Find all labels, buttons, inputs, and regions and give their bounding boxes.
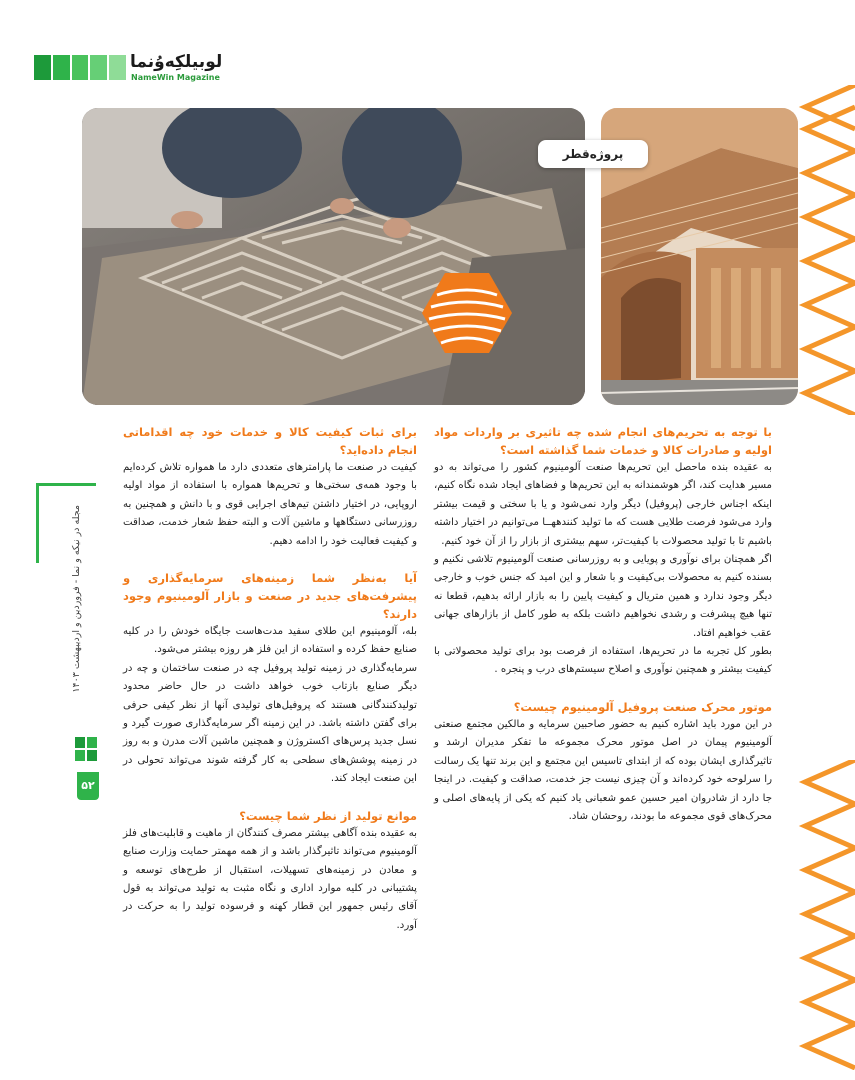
answer-paragraph: کیفیت در صنعت ما پارامترهای متعددی دارد ما همواره تلاش کرده‌ایم با وجود همه‌ی سختی‌ها و تحریم‌ها همواره با استفاده از مواد اولیه اروپایی، در اختیار داشتن تیم‌های اجرایی قوی و با دانش و همچنین به روزرسانی دستگاهها و ماشین آلات و البته حفظ شعار خدمت، صداقت و کیفیت فعالیت خود را ادامه دهیم. xyxy=(123,462,417,547)
side-green-rule xyxy=(36,483,96,486)
header-bar xyxy=(53,55,70,80)
question-heading: برای ثبات کیفیت کالا و خدمات خود چه اقداماتی انجام داده‌اید؟ xyxy=(123,425,417,457)
header-bar xyxy=(34,55,51,80)
article-column-left xyxy=(123,423,417,935)
header-bar xyxy=(109,55,126,80)
answer-paragraph: بطور کل تجربه ما در تحریم‌ها، استفاده از فرصت بود برای تولید محصولاتی با کیفیت بیشتر و همچنین نوآوری و اصلاح سیستم‌های درب و پنجره . xyxy=(434,646,772,676)
side-green-rule xyxy=(36,483,39,563)
magazine-issue-text: مجله در نیکه و نما - فروردین و اردیبهشت ۱۴۰۳ xyxy=(71,505,82,693)
answer-paragraph: به عقیده بنده آگاهی بیشتر مصرف کنندگان از ماهیت و قابلیت‌های فلز آلومینیوم می‌تواند تاثیرگذار باشد و از همه مهمتر حمایت وزارت صنایع و معادن در زمینه‌های تسهیلات، استقبال از طرح‌های توسعه و پشتیبانی در کلیه موارد اداری و نگاه مثبت به تولید می‌تواند به قول آقای رئیس جمهور این قطار کهنه و فرسوده تولید را به حرکت در آورد. xyxy=(123,827,417,931)
question-heading: موانع تولید از نظر شما چیست؟ xyxy=(239,808,417,823)
magazine-logo-subtitle: NameWin Magazine xyxy=(131,73,220,82)
question-heading: با توجه به تحریم‌های انجام شده چه تاثیری بر واردات مواد اولیه و صادرات کالا و خدمات شما گذاشته است؟ xyxy=(434,425,772,457)
question-heading: موتور محرک صنعت پروفیل آلومینیوم چیست؟ xyxy=(513,699,772,714)
photo-caption: پروژه‌قطر xyxy=(538,140,648,168)
header-bar xyxy=(72,55,89,80)
answer-paragraph: در این مورد باید اشاره کنیم به حضور صاحبین سرمایه و مالکین مجتمع صنعتی آلومینیوم پیمان در اصل موتور محرک مجموعه ما تفکر مدیران ارشد و تاثیرگذاری ایشان بوده که از ابتدای تاسیس این مجتمع و این برند تنها یک رسالت را سرلوحه خود کرده‌اند و آن چیزی نیست جز خدمت، صداقت و کیفیت. در اینجا جا دارد از شادروان امیر حسین عمو شعبانی یاد کنیم که یکی از پایه‌های اصلی و محرک‌های قوی مجموعه ما بودند، روحشان شاد. xyxy=(434,718,772,822)
header-color-bars xyxy=(34,55,126,80)
photo-workers-panel xyxy=(82,108,585,405)
question-heading: آیا به‌نظر شما زمینه‌های سرمایه‌گذاری و پیشرفت‌های جدید در صنعت و بازار آلومینیوم وجود دارند؟ xyxy=(123,571,417,622)
answer-paragraph: سرمایه‌گذاری در زمینه تولید پروفیل چه در صنعت ساختمان و چه در دیگر صنایع بازتاب خوب خواهد داشت در حال حاضر محدود تولیدکنندگانی هستند که پروفیل‌های تولیدی آنها از نظر کیفی حرفی برای گفتن داشته باشد. در این زمینه اگر سرمایه‌گذاری صورت گیرد و نسل جدید پرس‌های اکستروژن و همچنین ماشین آلات مدرن و به روز در زمینه پوشش‌های سطحی به کار گرفته شوند می‌تواند تحولی در این صنعت ایجاد کند. xyxy=(123,662,417,785)
orange-stripes-decoration xyxy=(785,760,855,1070)
answer-paragraph: بله، آلومینیوم این طلای سفید مدت‌ها‌ست جایگاه خودش را در کلیه صنایع حفظ کرده و استفاده از این فلز هر روزه بیشتر می‌شود. xyxy=(123,626,417,656)
panel-illustration xyxy=(82,108,585,405)
answer-paragraph: به عقیده بنده ماحصل این تحریم‌ها صنعت آلومینیوم کشور را می‌تواند به دو مسیر هدایت کند، اگر هوشمندانه به این تحریم‌ها و فضاهای ایجاد شده نگاه کنیم، اینکه اجناس خارجی (پروفیل) دیگر وارد نمی‌شود و یا با سختی و قیمت بیشتر وارد می‌شود فرصت طلایی هست که ما تولید کنندههــا می‌توانیم در اختیار داشته باشیم تا با تولید محصولات با کیفیت‌تر، سهم بیشتری از بازار را از آن خود کنیم. xyxy=(434,462,772,547)
header-bar xyxy=(90,55,107,80)
page-number: ۵۲ xyxy=(77,772,99,800)
magazine-logo: لوبیلکِه‌وُنما xyxy=(130,52,223,72)
magazine-issue-line xyxy=(69,505,89,735)
magazine-mark-icon xyxy=(75,735,99,763)
answer-paragraph: اگر همچنان برای نوآوری و پویایی و به روزرسانی صنعت آلومینیوم تلاشی نکنیم و بسنده کنیم به محصولات بی‌کیفیت و با شعار و این امید که جنس خوب و خارجی دیگر وجود ندارد و همین متریال و کیفیت پایین را به بازار ارائه بدهیم، قطعا نه تنها هیچ پیشرفت و رشدی نخواهیم داشت بلکه به طور کامل از بازارهای جهانی عقب خواهیم افتاد. xyxy=(434,554,772,639)
article-column-right xyxy=(434,423,772,826)
